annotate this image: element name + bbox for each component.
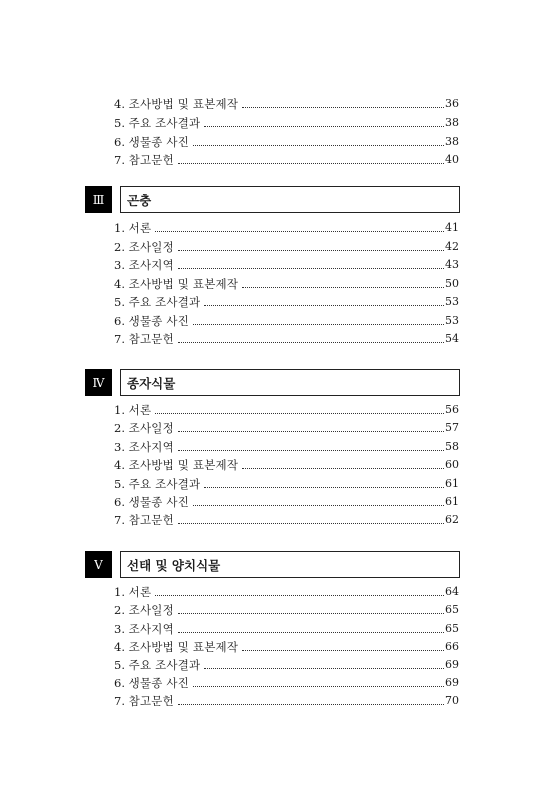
chapter-numeral: Ⅴ	[85, 551, 112, 578]
entry-page: 53	[445, 314, 459, 327]
chapter-header[interactable]	[85, 369, 460, 396]
entry-number: 7.	[114, 153, 125, 167]
chapter-header[interactable]	[85, 551, 460, 578]
toc-entry[interactable]	[114, 151, 459, 167]
toc-entry[interactable]	[114, 583, 459, 599]
toc-entry[interactable]	[114, 493, 459, 509]
entry-title: 참고문헌	[128, 694, 174, 708]
entry-page: 70	[445, 694, 459, 707]
dot-leader	[155, 595, 444, 596]
dot-leader	[155, 231, 444, 232]
toc-entry[interactable]	[114, 293, 459, 309]
toc-entry[interactable]	[114, 219, 459, 235]
dot-leader	[193, 324, 444, 325]
entry-page: 36	[445, 97, 459, 110]
entry-title: 참고문헌	[128, 153, 174, 167]
toc-entry[interactable]	[114, 419, 459, 435]
toc-entry[interactable]	[114, 456, 459, 472]
toc-entry[interactable]	[114, 475, 459, 491]
entry-title: 참고문헌	[128, 332, 174, 346]
dot-leader	[204, 668, 444, 669]
toc-entry[interactable]	[114, 674, 459, 690]
dot-leader	[204, 487, 444, 488]
entry-title: 생물종 사진	[128, 314, 190, 328]
entry-title: 생물종 사진	[128, 135, 190, 149]
entry-page: 43	[445, 258, 459, 271]
entry-page: 61	[445, 477, 459, 490]
dot-leader	[178, 704, 444, 705]
toc-entry[interactable]	[114, 692, 459, 708]
entry-title: 조사지역	[128, 440, 174, 454]
entry-page: 62	[445, 513, 459, 526]
entry-number: 6.	[114, 135, 125, 149]
entry-title: 서론	[128, 221, 152, 235]
dot-leader	[242, 650, 444, 651]
entry-page: 69	[445, 676, 459, 689]
entry-page: 61	[445, 495, 459, 508]
entry-page: 58	[445, 440, 459, 453]
entry-number: 3.	[114, 440, 125, 454]
dot-leader	[193, 686, 444, 687]
entry-page: 53	[445, 295, 459, 308]
toc-entry[interactable]	[114, 601, 459, 617]
dot-leader	[242, 468, 444, 469]
entry-page: 41	[445, 221, 459, 234]
entry-page: 60	[445, 458, 459, 471]
chapter-title: 종자식물	[127, 375, 176, 391]
entry-title: 주요 조사결과	[128, 116, 201, 130]
dot-leader	[178, 523, 444, 524]
dot-leader	[204, 305, 444, 306]
dot-leader	[178, 431, 444, 432]
entry-number: 4.	[114, 97, 125, 111]
entry-page: 65	[445, 622, 459, 635]
entry-title: 조사지역	[128, 258, 174, 272]
entry-page: 65	[445, 603, 459, 616]
entry-title: 서론	[128, 403, 152, 417]
entry-title: 주요 조사결과	[128, 295, 201, 309]
entry-page: 56	[445, 403, 459, 416]
entry-page: 54	[445, 332, 459, 345]
entry-title: 조사방법 및 표본제작	[128, 97, 239, 111]
entry-number: 1.	[114, 403, 125, 417]
entry-title: 주요 조사결과	[128, 477, 201, 491]
entry-title: 조사일정	[128, 603, 174, 617]
dot-leader	[178, 250, 444, 251]
entry-number: 1.	[114, 585, 125, 599]
toc-entry[interactable]	[114, 620, 459, 636]
entry-number: 6.	[114, 495, 125, 509]
entry-number: 1.	[114, 221, 125, 235]
entry-number: 2.	[114, 240, 125, 254]
entry-number: 5.	[114, 116, 125, 130]
toc-entry[interactable]	[114, 330, 459, 346]
chapter-title-box	[120, 186, 460, 213]
entry-number: 5.	[114, 295, 125, 309]
entry-title: 조사일정	[128, 240, 174, 254]
entry-page: 57	[445, 421, 459, 434]
entry-title: 생물종 사진	[128, 676, 190, 690]
entry-title: 서론	[128, 585, 152, 599]
entry-page: 40	[445, 153, 459, 166]
chapter-header[interactable]	[85, 186, 460, 213]
chapter-title-box	[120, 369, 460, 396]
chapter-numeral: Ⅲ	[85, 186, 112, 213]
toc-entry[interactable]	[114, 238, 459, 254]
toc-entry[interactable]	[114, 401, 459, 417]
dot-leader	[178, 342, 444, 343]
entry-page: 42	[445, 240, 459, 253]
toc-entry[interactable]	[114, 95, 459, 111]
entry-title: 조사방법 및 표본제작	[128, 640, 239, 654]
entry-page: 38	[445, 135, 459, 148]
entry-number: 5.	[114, 658, 125, 672]
entry-title: 조사방법 및 표본제작	[128, 458, 239, 472]
dot-leader	[204, 126, 444, 127]
entry-title: 참고문헌	[128, 513, 174, 527]
chapter-numeral: Ⅳ	[85, 369, 112, 396]
dot-leader	[193, 505, 444, 506]
entry-number: 2.	[114, 603, 125, 617]
dot-leader	[178, 632, 444, 633]
toc-entry[interactable]	[114, 511, 459, 527]
entry-page: 64	[445, 585, 459, 598]
toc-entry[interactable]	[114, 275, 459, 291]
dot-leader	[178, 450, 444, 451]
entry-page: 50	[445, 277, 459, 290]
toc-entry[interactable]	[114, 438, 459, 454]
entry-title: 조사지역	[128, 622, 174, 636]
entry-number: 4.	[114, 458, 125, 472]
entry-number: 3.	[114, 258, 125, 272]
chapter-title: 곤충	[127, 192, 152, 208]
entry-number: 7.	[114, 513, 125, 527]
chapter-title: 선태 및 양치식물	[127, 557, 221, 573]
toc-entry[interactable]	[114, 133, 459, 149]
entry-page: 66	[445, 640, 459, 653]
dot-leader	[242, 107, 444, 108]
entry-number: 5.	[114, 477, 125, 491]
entry-title: 조사일정	[128, 421, 174, 435]
entry-title: 생물종 사진	[128, 495, 190, 509]
dot-leader	[193, 145, 444, 146]
entry-page: 69	[445, 658, 459, 671]
entry-number: 3.	[114, 622, 125, 636]
entry-number: 6.	[114, 676, 125, 690]
entry-title: 조사방법 및 표본제작	[128, 277, 239, 291]
entry-number: 2.	[114, 421, 125, 435]
entry-number: 4.	[114, 640, 125, 654]
toc-entry[interactable]	[114, 656, 459, 672]
entry-number: 7.	[114, 332, 125, 346]
chapter-title-box	[120, 551, 460, 578]
entry-number: 4.	[114, 277, 125, 291]
toc-entry[interactable]	[114, 312, 459, 328]
dot-leader	[242, 287, 444, 288]
entry-number: 7.	[114, 694, 125, 708]
toc-entry[interactable]	[114, 114, 459, 130]
toc-entry[interactable]	[114, 256, 459, 272]
toc-entry[interactable]	[114, 638, 459, 654]
entry-number: 6.	[114, 314, 125, 328]
dot-leader	[178, 613, 444, 614]
entry-page: 38	[445, 116, 459, 129]
dot-leader	[178, 268, 444, 269]
entry-title: 주요 조사결과	[128, 658, 201, 672]
dot-leader	[178, 163, 444, 164]
dot-leader	[155, 413, 444, 414]
